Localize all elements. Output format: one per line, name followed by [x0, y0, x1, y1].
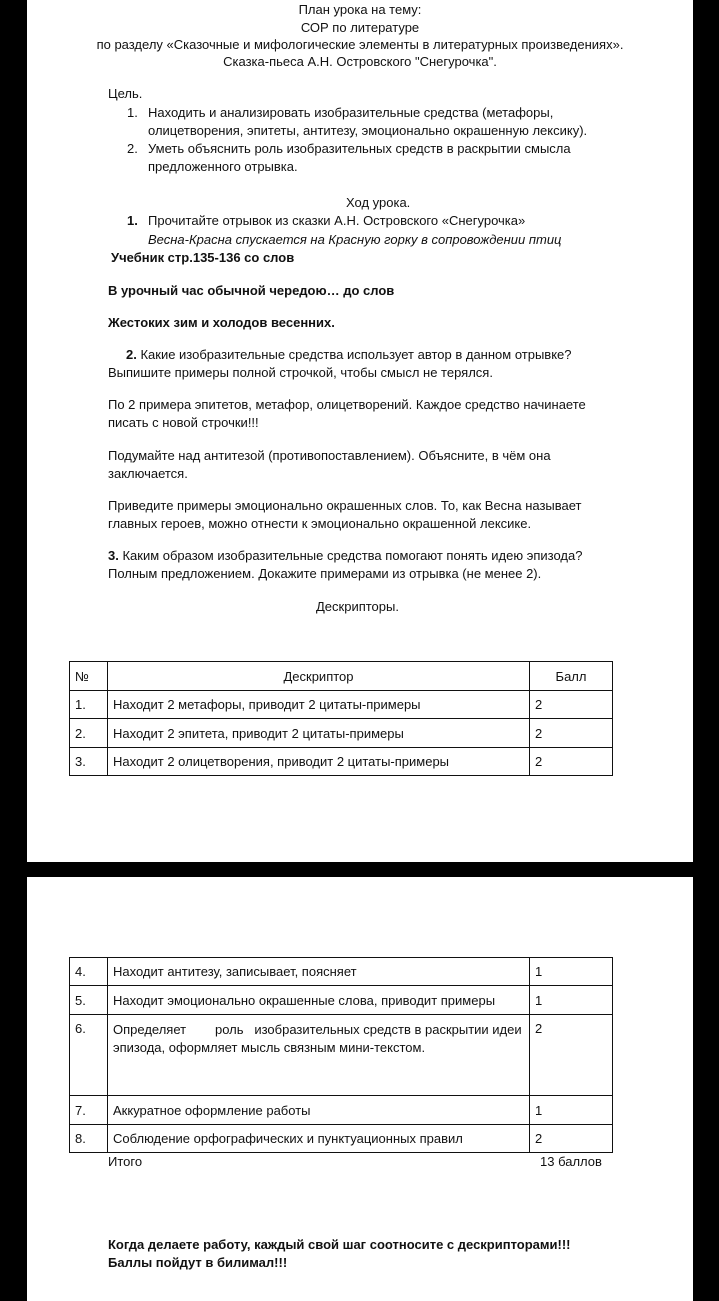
- page-1: [27, 0, 693, 862]
- goal-text: Уметь объяснить роль изобразительных средств в раскрытии смысла: [148, 141, 571, 156]
- goal-text: Находить и анализировать изобразительные средства (метафоры,: [148, 105, 554, 120]
- textbook: Учебник стр.135-136 со слов: [111, 250, 295, 265]
- header-line: по разделу «Сказочные и мифологические элементы в литературных произведениях».: [96, 37, 624, 52]
- header-line: СОР по литературе: [300, 20, 420, 35]
- para: По 2 примера эпитетов, метафор, олицетворений. Каждое средство начинаете: [108, 397, 586, 412]
- header-line: План урока на тему:: [298, 2, 422, 17]
- cell: 5.: [70, 986, 108, 1015]
- table-row: [70, 1125, 613, 1153]
- table-row: [70, 958, 613, 986]
- cell: Находит 2 метафоры, приводит 2 цитаты-примеры: [108, 691, 530, 719]
- page-2: [27, 877, 693, 1301]
- cell: Аккуратное оформление работы: [108, 1096, 530, 1125]
- table-header: [70, 662, 613, 691]
- footer-line: Баллы пойдут в билимал!!!: [108, 1255, 288, 1270]
- table-row: [70, 719, 613, 748]
- lesson-title: Ход урока.: [346, 195, 411, 210]
- from-text: В урочный час обычной чередою… до слов: [108, 283, 395, 298]
- q-text: Какие изобразительные средства использует автор в данном отрывке?: [136, 347, 572, 362]
- header-cell: Дескриптор: [108, 662, 530, 691]
- step-num: 1.: [127, 213, 138, 228]
- cell: Соблюдение орфографических и пунктуационных правил: [108, 1125, 530, 1153]
- cell: 8.: [70, 1125, 108, 1153]
- para: Подумайте над антитезой (противопоставлением). Объясните, в чём она: [108, 448, 551, 463]
- total-value: 13 баллов: [540, 1154, 602, 1169]
- cell: 1: [530, 986, 613, 1015]
- cell: 3.: [70, 748, 108, 776]
- q-text: Выпишите примеры полной строчкой, чтобы смысл не терялся.: [108, 365, 493, 380]
- para: главных героев, можно отнести к эмоционально окрашенной лексике.: [108, 516, 532, 531]
- cell: Определяет роль изобразительных средств в раскрытии идеи эпизода, оформляет мысль связным мини-текстом.: [108, 1015, 530, 1096]
- descriptor-table-2: [69, 957, 613, 1153]
- cell: 2: [530, 1015, 613, 1096]
- cell: 2: [530, 748, 613, 776]
- header-line: Сказка-пьеса А.Н. Островского "Снегурочка".: [223, 54, 497, 69]
- q-text: Полным предложением. Докажите примерами из отрывка (не менее 2).: [108, 566, 542, 581]
- q-num: 3.: [108, 548, 119, 563]
- to-text: Жестоких зим и холодов весенних.: [108, 315, 335, 330]
- goal-num: 2.: [127, 141, 138, 156]
- cell: 1: [530, 958, 613, 986]
- descriptors-title: Дескрипторы.: [316, 599, 399, 614]
- goal-num: 1.: [127, 105, 138, 120]
- footer-line: Когда делаете работу, каждый свой шаг соотносите с дескрипторами!!!: [108, 1237, 571, 1252]
- total-label: Итого: [108, 1154, 143, 1169]
- goal-text: предложенного отрывка.: [148, 159, 298, 174]
- para: заключается.: [108, 466, 188, 481]
- cell: Находит эмоционально окрашенные слова, приводит примеры: [108, 986, 530, 1015]
- cell: 1: [530, 1096, 613, 1125]
- cell: Находит 2 олицетворения, приводит 2 цитаты-примеры: [108, 748, 530, 776]
- cell: Находит 2 эпитета, приводит 2 цитаты-примеры: [108, 719, 530, 748]
- cell: 6.: [70, 1015, 108, 1096]
- table-row: [70, 748, 613, 776]
- table-row: [70, 1015, 613, 1096]
- cell: 2: [530, 719, 613, 748]
- q-num: 2.: [126, 347, 137, 362]
- table-row: [70, 1096, 613, 1125]
- cell: 4.: [70, 958, 108, 986]
- descriptor-table-1: [69, 661, 613, 776]
- para: писать с новой строчки!!!: [108, 415, 259, 430]
- goal-text: олицетворения, эпитеты, антитезу, эмоционально окрашенную лексику).: [148, 123, 588, 138]
- goal-title: Цель.: [108, 86, 143, 101]
- cell: Находит антитезу, записывает, поясняет: [108, 958, 530, 986]
- para: Приведите примеры эмоционально окрашенных слов. То, как Весна называет: [108, 498, 582, 513]
- cell: 7.: [70, 1096, 108, 1125]
- cell: 1.: [70, 691, 108, 719]
- cell: 2.: [70, 719, 108, 748]
- cell: 2: [530, 1125, 613, 1153]
- step-italic: Весна-Красна спускается на Красную горку в сопровождении птиц: [148, 232, 562, 247]
- step-text: Прочитайте отрывок из сказки А.Н. Островского «Снегурочка»: [148, 213, 526, 228]
- cell: 2: [530, 691, 613, 719]
- header-cell: №: [70, 662, 108, 691]
- q-text: Каким образом изобразительные средства помогают понять идею эпизода?: [118, 548, 583, 563]
- table-row: [70, 986, 613, 1015]
- header-cell: Балл: [530, 662, 613, 691]
- table-row: [70, 691, 613, 719]
